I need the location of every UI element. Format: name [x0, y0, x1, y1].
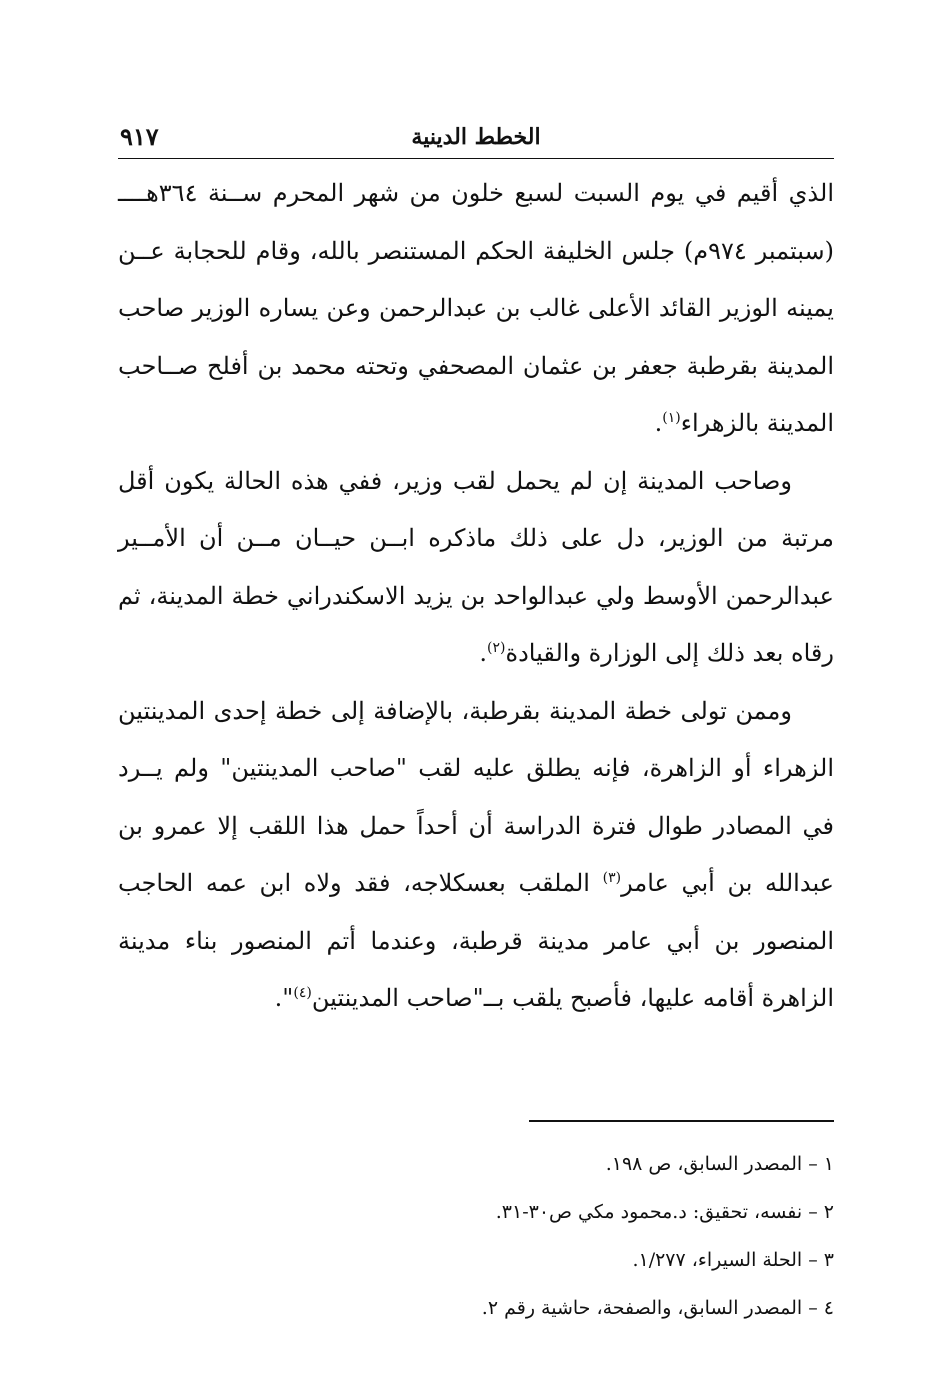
footnote-ref-1: (١): [662, 410, 681, 426]
footnote-ref-3: (٣): [602, 870, 622, 886]
paragraph-3-tail: الملقب بعسكلاجه، فقد ولاه ابن عمه الحاجب المنصور بن أبي عامر مدينة قرطبة، وعندما أتم المنصور بناء مدينة الزاهرة أقامه عليها، فأصبح يلقب بــ"صاحب المدينتين: [118, 869, 835, 1012]
running-title: الخطط الدينية: [411, 124, 541, 150]
paragraph-3-text: وممن تولى خطة المدينة بقرطبة، بالإضافة إلى خطة إحدى المدينتين الزهراء أو الزاهرة، فإنه يطلق عليه لقب "صاحب المدينتين" ولم يــرد في المصادر طوال فترة الدراسة أن أحداً حمل هذا اللقب إلا عمرو بن عبدالله بن أبي عامر: [118, 696, 835, 897]
paragraph-2: [118, 453, 834, 683]
footnote-ref-2: (٢): [487, 640, 506, 656]
body-text: [118, 165, 834, 1028]
paragraph-3: [118, 683, 834, 1028]
paragraph-2-tail: .: [479, 639, 488, 667]
footnote-3: ٣ – الحلة السيراء، ١/٢٧٧.: [632, 1248, 834, 1271]
running-header: [118, 118, 834, 159]
paragraph-3-tail-2: ".: [274, 984, 294, 1012]
footnote-1: ١ – المصدر السابق، ص ١٩٨.: [605, 1152, 834, 1175]
paragraph-2-text: وصاحب المدينة إن لم يحمل لقب وزير، ففي هذه الحالة يكون أقل مرتبة من الوزير، دل على ذلك ماذكره ابــن حيــان مــن أن الأمــير عبدالرحمن الأوسط ولي عبدالواحد بن يزيد الاسكندراني خطة المدينة، ثم رقاه بعد ذلك إلى الوزارة والقيادة: [118, 466, 834, 667]
paragraph-1: [118, 165, 834, 453]
paragraph-1-tail: .: [654, 409, 663, 437]
paragraph-1-text: الذي أقيم في يوم السبت لسبع خلون من شهر المحرم ســنة ٣٦٤هــــ (سبتمبر ٩٧٤م) جلس الخليفة الحكم المستنصر بالله، وقام للحجابة عــن يمينه الوزير القائد الأعلى غالب بن عبدالرحمن وعن يساره الوزير صاحب المدينة بقرطبة جعفر بن عثمان المصحفي وتحته محمد بن أفلح صــاحب المدينة بالزهراء: [118, 179, 834, 437]
page-number: ٩١٧: [120, 122, 159, 151]
footnote-divider: [529, 1120, 834, 1122]
footnotes: [118, 1140, 834, 1332]
footnote-ref-4: (٤): [293, 985, 312, 1001]
footnote-4: ٤ – المصدر السابق، والصفحة، حاشية رقم ٢.: [481, 1296, 834, 1319]
footnote-2: ٢ – نفسه، تحقيق: د.محمود مكي ص٣٠-٣١.: [495, 1200, 834, 1223]
document-page: [118, 118, 834, 1348]
